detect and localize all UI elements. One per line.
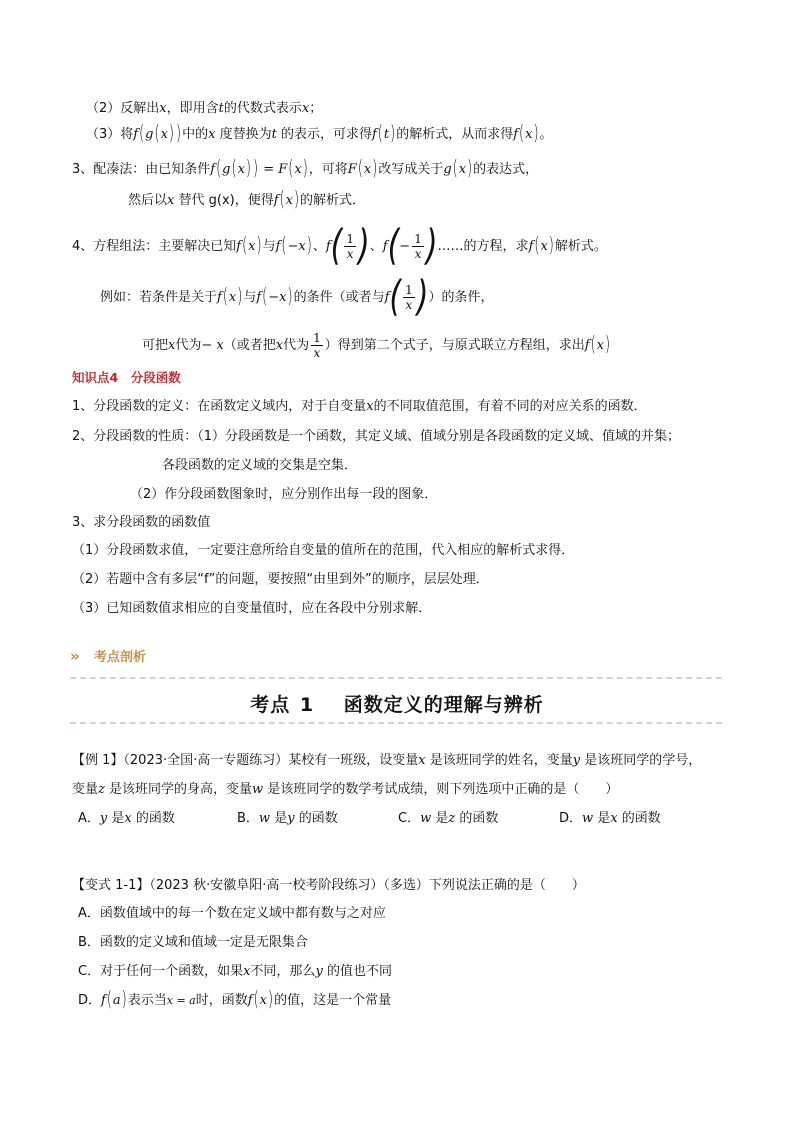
variant-1-1-option-d: D．f(a)表示当x = a时，函数f(x)的值，这是一个常量: [78, 988, 392, 1012]
method-4-equations: 4、方程组法：主要解决已知f(x)与f(−x)、f( $\frac{1}{x}$ )、f(− $\frac{1}{x}$ )……的方程，求f(x)解析式。: [72, 221, 607, 271]
analysis-header: [70, 647, 146, 667]
piecewise-evaluate-1: （1）分段函数求值，一定要注意所给自变量的值所在的范围，代入相应的解析式求得．: [72, 543, 575, 558]
piecewise-property-1: 2、分段函数的性质：（1）分段函数是一个函数，其定义域、值域分别是各段函数的定义域、值域的并集；: [72, 429, 681, 444]
math-f-x: f(x): [513, 122, 539, 146]
piecewise-evaluate-2: （2）若题中含有多层“f”的问题，要按照“由里到外”的顺序，层层处理．: [72, 572, 489, 587]
method-3-substitution: 3、配凑法：由已知条件f(g(x) ) = F(x)，可将F(x)改写成关于g(x)的表达式，: [72, 157, 539, 181]
math-f-t: f(t): [371, 122, 396, 146]
divider: [70, 722, 722, 724]
example-1-stem-cont: 变量z 是该班同学的身高，变量w 是该班同学的数学考试成绩，则下列选项中正确的是（ ）: [72, 782, 619, 797]
method-step-3: （3）将f(g(x) )中的x 度替换为t 的表示，可求得f(t)的解析式，从而求得f(x)。: [86, 122, 553, 146]
piecewise-property-1-cont: 各段函数的定义域的交集是空集．: [162, 458, 358, 473]
example-1-option-b: B．w 是y 的函数: [237, 811, 338, 826]
piecewise-evaluate-heading: 3、求分段函数的函数值: [72, 515, 211, 530]
example-1-option-a: A．y 是x 的函数: [78, 811, 175, 826]
variant-1-1-option-a: A．函数值域中的每一个数在定义域中都有数与之对应: [78, 906, 386, 921]
analysis-label: 考点剖析: [93, 650, 146, 665]
math-f-neg-1-over-x: f(− $\frac{1}{x}$ ): [382, 221, 438, 271]
variant-1-1-stem: 【变式 1-1】（2023 秋·安徽阜阳·高一校考阶段练习）（多选）下列说法正确的是（ ）: [72, 878, 585, 893]
section-heading: 知识点4 分段函数: [72, 370, 181, 385]
piecewise-evaluate-3: （3）已知函数值求相应的自变量值时，应在各段中分别求解．: [72, 601, 432, 616]
example-1-option-d: D．w 是x 的函数: [559, 811, 661, 826]
variant-1-1-option-b: B．函数的定义域和值域一定是无限集合: [78, 935, 308, 950]
example-1-option-c: C．w 是z 的函数: [398, 811, 499, 826]
divider: [70, 677, 722, 679]
math-x: x: [159, 101, 167, 116]
page-title: 考点 1 函数定义的理解与辨析: [250, 694, 544, 716]
math-t: t: [218, 101, 224, 116]
double-chevron-icon: »: [70, 647, 80, 665]
method-step-2: （2）反解出x，即用含t的代数式表示x；: [86, 101, 323, 116]
math-condition: f(g(x) ) = F(x): [210, 157, 308, 181]
method-3-cont: 然后以x 替代 g(x)，便得f(x)的解析式．: [128, 188, 366, 212]
piecewise-property-2: （2）作分段函数图象时，应分别作出每一段的图象．: [130, 487, 438, 502]
method-4-example-cont: 可把x代为− x（或者把x代为 $\frac{1}{x}$ ）得到第二个式子，与原式联立方程组，求出f(x): [142, 331, 611, 360]
piecewise-definition: 1、分段函数的定义：在函数定义域内，对于自变量x的不同取值范围，有着不同的对应关系的函数．: [72, 399, 647, 414]
example-1-stem: 【例 1】（2023·全国·高一专题练习）某校有一班级，设变量x 是该班同学的姓名，变量y 是该班同学的学号，: [72, 753, 702, 768]
method-4-example: 例如：若条件是关于f(x)与f(−x)的条件（或者与f( $\frac{1}{x}$ )）的条件，: [100, 272, 494, 322]
math-f-1-over-x: f( $\frac{1}{x}$ ): [325, 221, 370, 271]
math-x: x: [301, 101, 310, 116]
math-f-g-x: f(g(x) ): [133, 122, 182, 146]
variant-1-1-option-c: C．对于任何一个函数，如果x不同，那么y 的值也不同: [78, 964, 392, 979]
